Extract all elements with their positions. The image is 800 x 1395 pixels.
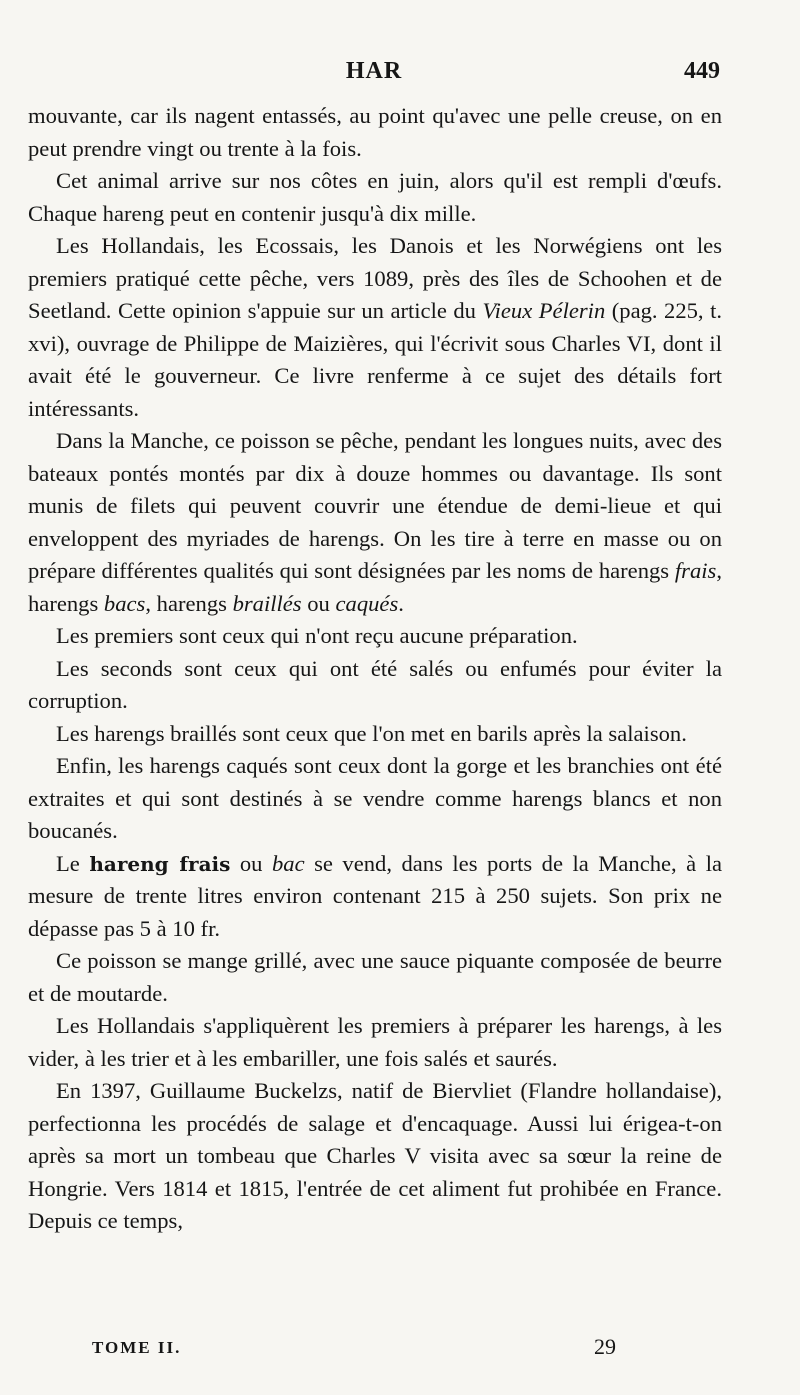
italic-text: frais bbox=[674, 558, 717, 583]
text-run: Cet animal arrive sur nos côtes en juin, alors qu'il est rempli d'œufs. Chaque hareng peut en contenir jusqu'à dix mille. bbox=[28, 168, 722, 226]
page-footer bbox=[92, 1334, 632, 1364]
paragraph bbox=[28, 653, 722, 718]
text-run: Les Hollandais s'appliquèrent les premiers à préparer les harengs, à les vider, à les trier et à les embariller, une fois salés et saurés. bbox=[28, 1013, 722, 1071]
text-run: se vend, dans les ports de la Manche, à la mesure de trente litres environ contenant 215 à 250 sujets. Son prix ne dépasse pas 5 à 10 fr. bbox=[28, 850, 723, 941]
italic-text: caqués bbox=[335, 590, 399, 616]
body-text bbox=[28, 100, 722, 1238]
page-header bbox=[28, 58, 720, 94]
text-run: ou bbox=[230, 850, 272, 876]
text-run: (pag. 225, t. xvi), ouvrage de Philippe de Maizières, qui l'écrivit sous Charles VI, dont il avait été le gouverneur. Ce livre renferme à ce sujet des détails fort intéressants. bbox=[28, 298, 723, 421]
text-run: Les Hollandais, les Ecossais, les Danois et les Norwégiens ont les premiers pratiqué cette pêche, vers 1089, près des îles de Schoohen et de Seetland. Cette opinion s'appuie sur un article du bbox=[28, 233, 722, 323]
italic-text: Vieux Pélerin bbox=[482, 298, 606, 323]
paragraph bbox=[28, 425, 722, 620]
signature-mark: 29 bbox=[594, 1334, 616, 1359]
text-run: En 1397, Guillaume Buckelzs, natif de Biervliet (Flandre hollandaise), perfectionna les procédés de salage et d'encaquage. Aussi lui érigea-t-on après sa mort un tombeau que Charles V visita avec sa sœur la reine de Hongrie. Vers 1814 et 1815, l'entrée de cet aliment fut prohibée en France. Depuis ce temps, bbox=[28, 1078, 722, 1233]
text-run: , harengs bbox=[28, 558, 722, 616]
running-head: HAR bbox=[345, 58, 403, 84]
text-run: Les seconds sont ceux qui ont été salés ou enfumés pour éviter la corruption. bbox=[28, 655, 722, 713]
paragraph bbox=[28, 750, 722, 848]
paragraph bbox=[28, 848, 722, 946]
text-run: Les premiers sont ceux qui n'ont reçu aucune préparation. bbox=[56, 623, 578, 648]
italic-text: braillés bbox=[232, 590, 302, 616]
paragraph bbox=[28, 165, 722, 230]
text-run: Dans la Manche, ce poisson se pêche, pendant les longues nuits, avec des bateaux pontés montés par dix à douze hommes ou davantage. Ils sont munis de filets qui peuvent couvrir une étendue de demi-lieue et qui enveloppent des myriades de harengs. On les tire à terre en masse ou on prépare différentes qualités qui sont désignées par les noms de harengs bbox=[28, 428, 722, 583]
text-run: ou bbox=[301, 590, 336, 616]
text-run: Le bbox=[56, 850, 90, 876]
paragraph bbox=[28, 230, 722, 425]
paragraph bbox=[28, 1075, 722, 1238]
bold-term: hareng frais bbox=[89, 851, 231, 876]
italic-text: bac bbox=[271, 850, 305, 876]
paragraph bbox=[28, 718, 722, 751]
paragraph bbox=[28, 100, 722, 165]
text-run: Les harengs braillés sont ceux que l'on met en barils après la salaison. bbox=[56, 720, 687, 746]
paragraph bbox=[28, 945, 722, 1010]
paragraph bbox=[28, 1010, 722, 1075]
text-run: . bbox=[398, 590, 404, 616]
text-run: Ce poisson se mange grillé, avec une sauce piquante composée de beurre et de moutarde. bbox=[28, 948, 722, 1006]
text-run: Enfin, les harengs caqués sont ceux dont la gorge et les branchies ont été extraites et qui sont destinés à se vendre comme harengs blancs et non boucanés. bbox=[28, 753, 722, 843]
paragraph bbox=[28, 620, 722, 653]
italic-text: bacs bbox=[103, 590, 146, 616]
volume-label: TOME II. bbox=[92, 1338, 182, 1357]
page-number: 449 bbox=[684, 58, 720, 84]
text-run: mouvante, car ils nagent entassés, au point qu'avec une pelle creuse, on en peut prendre vingt ou trente à la fois. bbox=[28, 103, 722, 161]
text-run: , harengs bbox=[145, 590, 233, 616]
